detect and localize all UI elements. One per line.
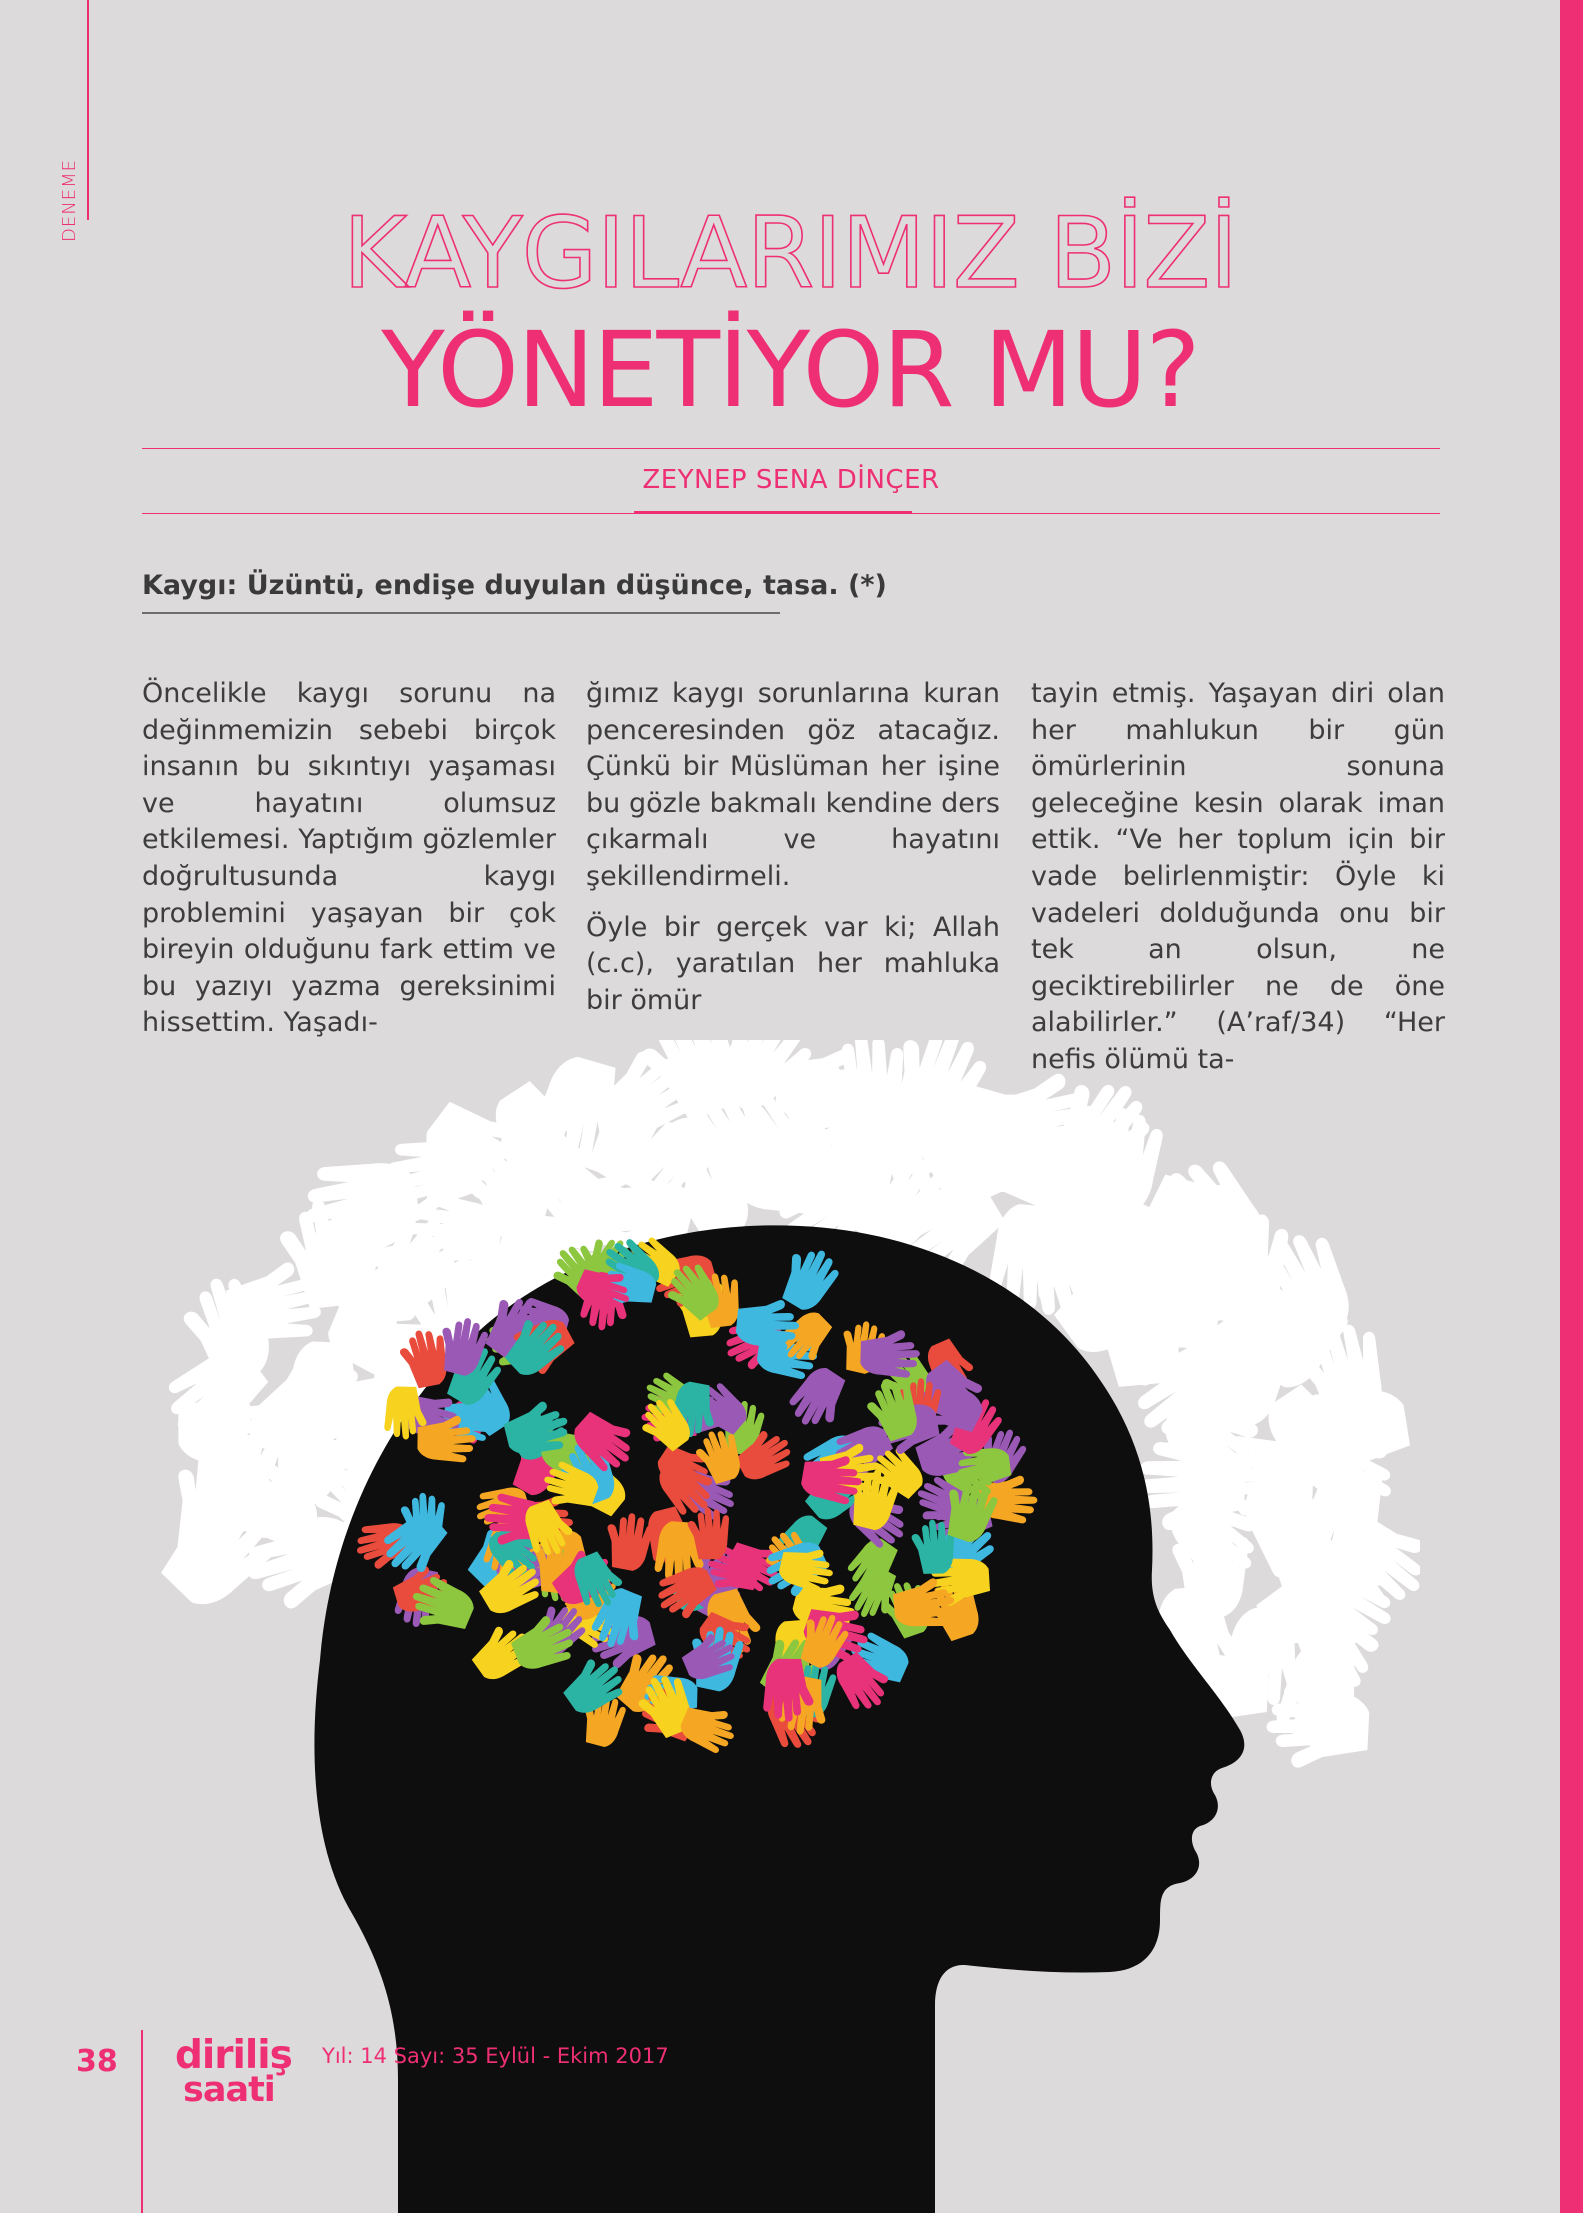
issue-info: Yıl: 14 Sayı: 35 Eylül - Ekim 2017 xyxy=(322,2044,669,2068)
paragraph: tayin etmiş. Yaşayan diri olan her mahlukun bir gün ömürlerinin sonuna geleceğine kesin olarak iman ettik. “Ve her toplum için bir vade belirlenmiştir: Öyle ki vadeleri dolduğunda onu bir tek an olsun, ne geciktirebilirler ne de öne alabilirler.” (A’raf/34) “Her nefis ölümü ta- xyxy=(1031,678,1445,1075)
title-line-1 xyxy=(140,197,1440,311)
section-tag xyxy=(56,140,82,260)
title-line-1-text: KAYGILARIMIZ BİZİ xyxy=(342,197,1238,311)
section-label: DENEME xyxy=(58,158,80,242)
paragraph: Öncelikle kaygı sorunu na değinmemizin sebebi birçok insanın bu sıkıntıyı yaşaması ve hayatını olumsuz etkilemesi. Yaptığım gözlemler doğrultusunda kaygı problemini yaşayan bir çok bireyin olduğunu fark ettim ve bu yazıyı yazma gereksinimi hissettim. Yaşadı- xyxy=(142,678,556,1039)
definition-text: Kaygı: Üzüntü, endişe duyulan düşünce, tasa. (*) xyxy=(142,570,887,601)
section-rule xyxy=(87,0,89,220)
definition-underline xyxy=(142,612,780,614)
text-column-3 xyxy=(1031,676,1445,1093)
author-name: ZEYNEP SENA DİNÇER xyxy=(642,465,940,495)
author-rule-top xyxy=(142,448,1440,449)
title-line-2: YÖNETİYOR MU? xyxy=(381,309,1199,431)
paragraph: ğımız kaygı sorunlarına kuran penceresinden göz atacağız. Çünkü bir Müslüman her işine bu gözle bakmalı kendine ders çıkarmalı ve hayatını şekillendirmeli. xyxy=(586,678,1000,892)
text-column-1 xyxy=(142,676,556,1056)
text-column-2 xyxy=(586,676,1000,1033)
page-edge-band xyxy=(1560,0,1583,2213)
footer-rule xyxy=(141,2030,143,2213)
page-number: 38 xyxy=(76,2044,118,2079)
magazine-logo-line-2: saati xyxy=(183,2070,275,2110)
author-rule-bottom xyxy=(142,513,1440,514)
magazine-logo-line-1: diriliş xyxy=(175,2033,292,2078)
paragraph: Öyle bir gerçek var ki; Allah (c.c), yaratılan her mahluka bir ömür xyxy=(586,911,1000,1016)
head-illustration xyxy=(160,1040,1420,2213)
